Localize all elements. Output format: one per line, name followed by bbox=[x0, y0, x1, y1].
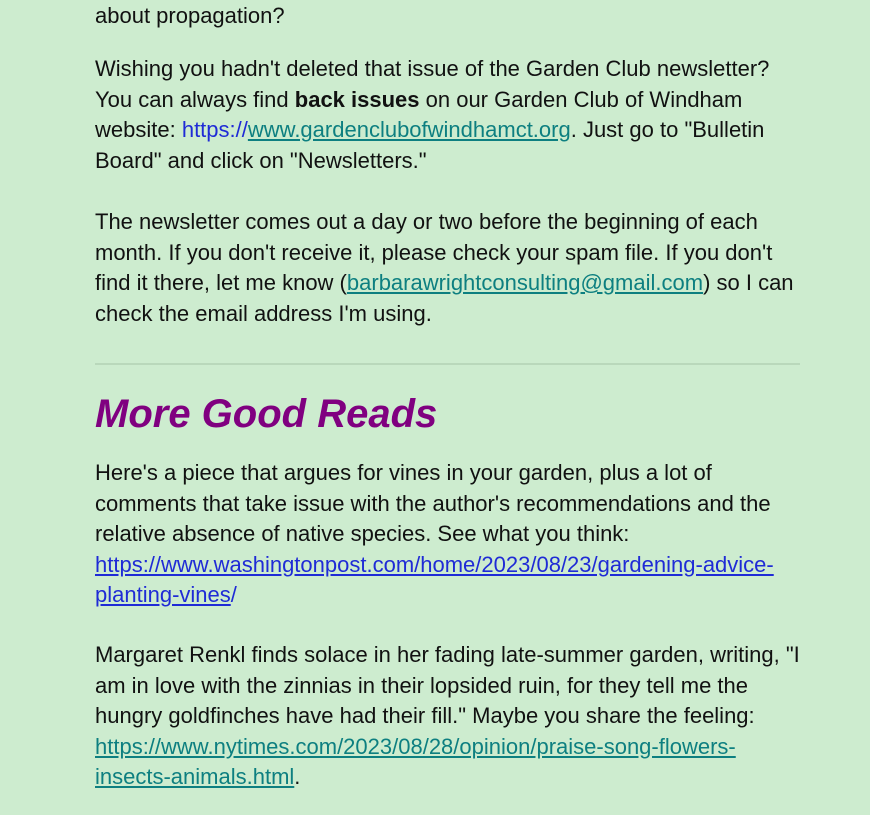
nytimes-link-line1[interactable]: https://www.nytimes.com/2023/08/28/opinion/praise-song-flowers- bbox=[95, 733, 736, 759]
p1-text2: on our Garden Club of Windham website: bbox=[95, 86, 743, 142]
text-fragment: about propagation? bbox=[95, 3, 285, 28]
washington-post-link-line1[interactable]: https://www.washingtonpost.com/home/2023/08/23/gardening-advice- bbox=[95, 551, 774, 577]
p4-text2: . bbox=[294, 764, 301, 789]
p3-text1: Here's a piece that argues for vines in your garden, plus a lot of comments that take issue with the author's recommendations and the relative absence of native species. See what you think: bbox=[95, 460, 771, 546]
back-issues-bold: back issues bbox=[294, 86, 420, 112]
p2-text2: ) so I can check the email address I'm using. bbox=[95, 270, 794, 326]
section-title: More Good Reads bbox=[95, 392, 438, 436]
p4-text1: Margaret Renkl finds solace in her fading late-summer garden, writing, "I am in love with the zinnias in their lopsided ruin, for they tell me the hungry goldfinches have had their fill." Maybe you share the feeling: bbox=[95, 642, 800, 728]
washington-post-link-tail: / bbox=[230, 582, 237, 607]
website-link-prefix[interactable]: https:// bbox=[181, 117, 248, 142]
back-issues-paragraph bbox=[95, 54, 800, 176]
p2-text1: The newsletter comes out a day or two before the beginning of each month. If you don't receive it, please check your spam file. If you don't find it there, let me know ( bbox=[95, 209, 773, 295]
nytimes-link-line2[interactable]: insects-animals.html bbox=[95, 764, 295, 789]
email-link[interactable]: barbarawrightconsulting@gmail.com bbox=[346, 270, 704, 295]
p1-line1: Wishing you hadn't deleted that issue of the Garden Club newsletter? bbox=[95, 56, 770, 81]
renkl-paragraph bbox=[95, 640, 800, 793]
p1-text3: . Just go to "Bulletin Board" and click on "Newsletters." bbox=[95, 117, 765, 173]
website-link[interactable]: www.gardenclubofwindhamct.org bbox=[247, 117, 571, 142]
p1-text1: You can always find bbox=[95, 86, 295, 112]
newsletter-delivery-paragraph bbox=[95, 207, 800, 329]
section-divider bbox=[95, 363, 800, 365]
washington-post-link-line2[interactable]: planting-vines bbox=[95, 582, 231, 607]
vines-paragraph bbox=[95, 458, 800, 611]
